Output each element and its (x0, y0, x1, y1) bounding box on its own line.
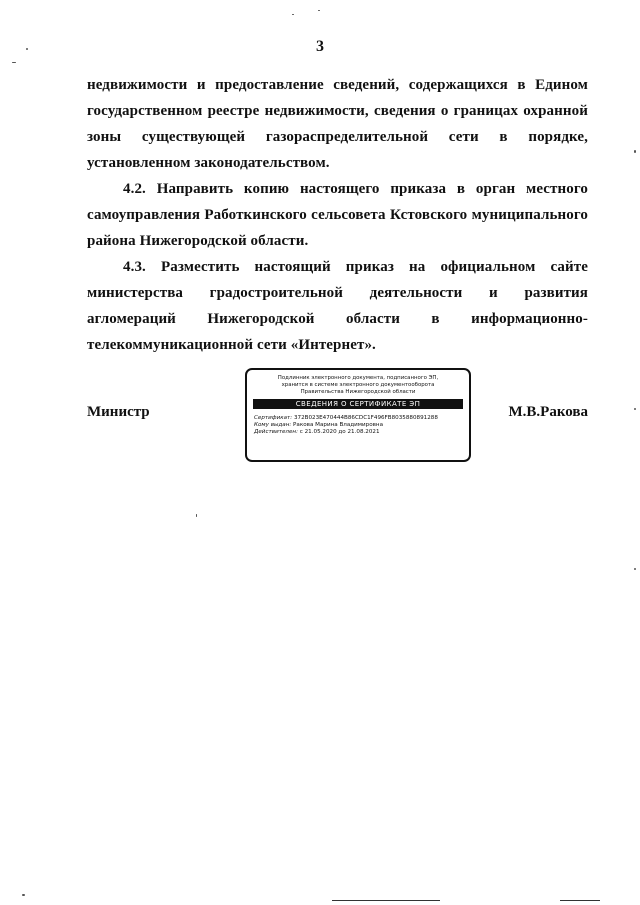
stamp-valid-row (254, 429, 469, 436)
paragraph-4-3: 4.3. Разместить настоящий приказ на официальном сайте министерства градостроительной деятельности и развития агломераций Нижегородской области в информационно-телекоммуникационной сети «Интернет». (87, 259, 588, 353)
electronic-signature-stamp (245, 368, 471, 462)
signer-name: М.В.Ракова (508, 404, 588, 420)
scan-speck (634, 150, 636, 153)
stamp-notice-line: Правительства Нижегородской области (300, 389, 416, 395)
scan-edge-line (332, 900, 440, 901)
stamp-banner: СВЕДЕНИЯ О СЕРТИФИКАТЕ ЭП (253, 399, 463, 409)
stamp-certificate-label: Сертификат: (254, 415, 293, 421)
scan-speck (292, 14, 294, 15)
stamp-notice (255, 375, 461, 396)
page-number: 3 (316, 38, 324, 55)
scan-speck (196, 514, 197, 517)
stamp-notice-line: хранится в системе электронного документооборота (281, 382, 435, 388)
stamp-issued-to-value: Ракова Марина Владимировна (293, 422, 384, 428)
scan-speck (634, 568, 636, 570)
scan-speck (22, 894, 25, 896)
stamp-valid-label: Действителен: (254, 429, 298, 435)
stamp-details (254, 415, 469, 436)
paragraph-continuation: недвижимости и предоставление сведений, содержащихся в Едином государственном реестре недвижимости, сведения о границах охранной зоны существующей газораспределительной сети в порядке, установленном законодательством. (87, 77, 588, 171)
stamp-notice-line: Подлинник электронного документа, подписанного ЭП, (277, 375, 439, 381)
stamp-issued-to-label: Кому выдан: (254, 422, 292, 428)
stamp-certificate-value: 372B023E470444B86CDC1F496FB8035880891288 (293, 415, 438, 421)
document-body (87, 72, 588, 358)
stamp-certificate-row (254, 415, 469, 422)
scan-speck (318, 10, 320, 11)
scan-speck (26, 48, 28, 50)
stamp-valid-value: с 21.05.2020 до 21.08.2021 (299, 429, 380, 435)
paragraph-4-2: 4.2. Направить копию настоящего приказа в орган местного самоуправления Работкинского сельсовета Кстовского муниципального района Нижегородской области. (87, 181, 588, 249)
scan-edge-line (560, 900, 600, 901)
stamp-issued-to-row (254, 422, 469, 429)
scan-speck (12, 62, 16, 63)
signer-title: Министр (87, 404, 150, 420)
scan-speck (634, 408, 636, 410)
